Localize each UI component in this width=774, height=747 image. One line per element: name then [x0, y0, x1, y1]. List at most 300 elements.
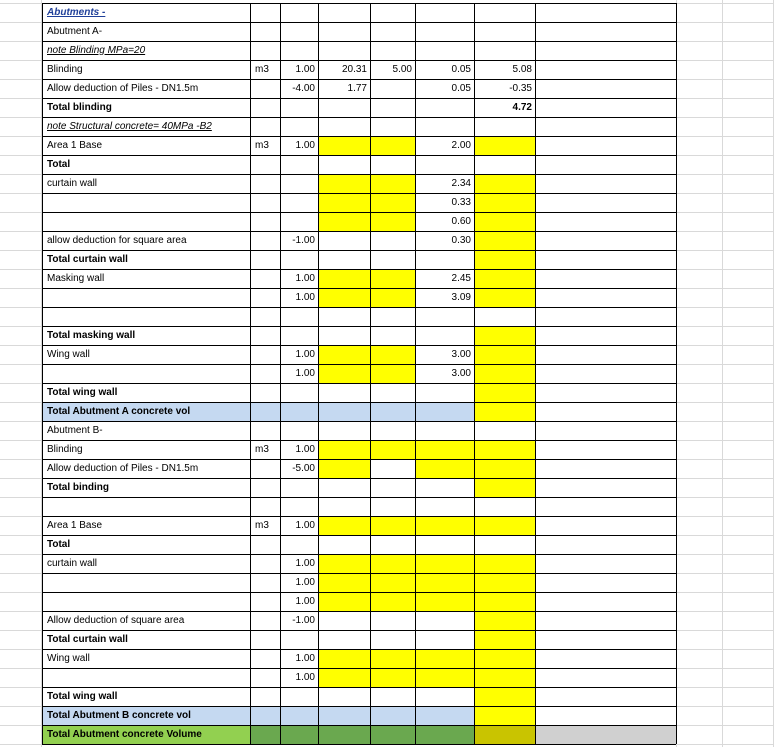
cell-f[interactable] — [415, 41, 474, 60]
cell-e[interactable] — [370, 41, 415, 60]
cell-c[interactable] — [280, 212, 318, 231]
row-label[interactable] — [42, 497, 250, 516]
row-label[interactable]: Total blinding — [47, 101, 112, 113]
cell-d[interactable] — [318, 364, 370, 383]
cell-d[interactable] — [318, 98, 370, 117]
unit-cell[interactable]: m3 — [255, 63, 269, 75]
cell-g[interactable] — [474, 250, 535, 269]
cell-h[interactable] — [535, 516, 676, 535]
cell-f[interactable] — [415, 98, 474, 117]
cell-f[interactable] — [415, 22, 474, 41]
row-label[interactable] — [42, 573, 250, 592]
value-cell[interactable]: 1.77 — [347, 82, 367, 94]
unit-cell[interactable] — [250, 630, 280, 649]
cell-d[interactable] — [318, 174, 370, 193]
row-label[interactable]: note Blinding MPa=20 — [47, 44, 146, 56]
unit-cell[interactable] — [250, 231, 280, 250]
cell-c[interactable] — [280, 41, 318, 60]
cell-f[interactable] — [415, 3, 474, 22]
cell-e[interactable] — [370, 250, 415, 269]
value-cell[interactable]: 0.60 — [451, 215, 471, 227]
value-cell[interactable]: 1.00 — [295, 443, 315, 455]
unit-cell[interactable] — [250, 402, 280, 421]
cell-d[interactable] — [318, 516, 370, 535]
row-label[interactable]: Allow deduction of Piles - DN1.5m — [47, 82, 199, 94]
cell-h[interactable] — [535, 573, 676, 592]
cell-c[interactable] — [280, 193, 318, 212]
cell-f[interactable] — [415, 573, 474, 592]
unit-cell[interactable]: m3 — [255, 519, 269, 531]
cell-f[interactable] — [415, 326, 474, 345]
cell-g[interactable] — [474, 307, 535, 326]
unit-cell[interactable] — [250, 535, 280, 554]
cell-f[interactable] — [415, 687, 474, 706]
cell-d[interactable] — [318, 554, 370, 573]
row-label[interactable]: Total — [47, 538, 71, 550]
cell-d[interactable] — [318, 706, 370, 725]
cell-d[interactable] — [318, 288, 370, 307]
cell-h[interactable] — [535, 79, 676, 98]
cell-g[interactable] — [474, 421, 535, 440]
cell-f[interactable] — [415, 706, 474, 725]
cell-f[interactable] — [415, 497, 474, 516]
cell-h[interactable] — [535, 364, 676, 383]
cell-g[interactable] — [474, 345, 535, 364]
cell-d[interactable] — [318, 383, 370, 402]
cell-d[interactable] — [318, 3, 370, 22]
row-label[interactable]: Abutments - — [47, 6, 106, 18]
row-label[interactable]: Total curtain wall — [47, 633, 128, 645]
cell-h[interactable] — [535, 440, 676, 459]
cell-d[interactable] — [318, 193, 370, 212]
cell-e[interactable] — [370, 516, 415, 535]
unit-cell[interactable] — [250, 478, 280, 497]
cell-g[interactable] — [474, 288, 535, 307]
row-label[interactable]: allow deduction for square area — [47, 234, 187, 246]
unit-cell[interactable] — [250, 250, 280, 269]
cell-g[interactable] — [474, 326, 535, 345]
cell-f[interactable] — [415, 117, 474, 136]
row-label[interactable]: Masking wall — [47, 272, 105, 284]
cell-d[interactable] — [318, 250, 370, 269]
cell-d[interactable] — [318, 307, 370, 326]
cell-d[interactable] — [318, 440, 370, 459]
value-cell[interactable]: 1.00 — [295, 367, 315, 379]
cell-e[interactable] — [370, 136, 415, 155]
unit-cell[interactable] — [250, 117, 280, 136]
unit-cell[interactable] — [250, 41, 280, 60]
value-cell[interactable]: 20.31 — [341, 63, 367, 75]
cell-c[interactable] — [280, 383, 318, 402]
row-label[interactable]: Total wing wall — [47, 386, 118, 398]
value-cell[interactable]: -0.35 — [509, 82, 532, 94]
cell-g[interactable] — [474, 3, 535, 22]
cell-f[interactable] — [415, 554, 474, 573]
row-label[interactable] — [42, 364, 250, 383]
cell-f[interactable] — [415, 250, 474, 269]
value-cell[interactable]: 5.00 — [392, 63, 412, 75]
row-label[interactable] — [42, 592, 250, 611]
unit-cell[interactable] — [250, 269, 280, 288]
cell-c[interactable] — [280, 250, 318, 269]
value-cell[interactable]: 3.00 — [451, 348, 471, 360]
row-label[interactable]: Abutment B- — [47, 424, 103, 436]
cell-h[interactable] — [535, 231, 676, 250]
value-cell[interactable]: 3.00 — [451, 367, 471, 379]
cell-c[interactable] — [280, 725, 318, 744]
cell-c[interactable] — [280, 478, 318, 497]
value-cell[interactable]: 5.08 — [512, 63, 532, 75]
cell-h[interactable] — [535, 345, 676, 364]
cell-h[interactable] — [535, 630, 676, 649]
cell-h[interactable] — [535, 117, 676, 136]
cell-h[interactable] — [535, 687, 676, 706]
unit-cell[interactable] — [250, 307, 280, 326]
value-cell[interactable]: 1.00 — [295, 652, 315, 664]
cell-d[interactable] — [318, 478, 370, 497]
cell-e[interactable] — [370, 383, 415, 402]
cell-e[interactable] — [370, 725, 415, 744]
cell-g[interactable] — [474, 478, 535, 497]
cell-f[interactable] — [415, 478, 474, 497]
cell-e[interactable] — [370, 478, 415, 497]
cell-c[interactable] — [280, 687, 318, 706]
cell-f[interactable] — [415, 516, 474, 535]
row-label[interactable]: curtain wall — [47, 557, 98, 569]
cell-f[interactable] — [415, 383, 474, 402]
cell-c[interactable] — [280, 98, 318, 117]
cell-h[interactable] — [535, 725, 676, 744]
row-label[interactable] — [42, 668, 250, 687]
value-cell[interactable]: 1.00 — [295, 595, 315, 607]
cell-e[interactable] — [370, 22, 415, 41]
cell-c[interactable] — [280, 155, 318, 174]
row-label[interactable]: Total wing wall — [47, 690, 118, 702]
cell-e[interactable] — [370, 592, 415, 611]
cell-e[interactable] — [370, 497, 415, 516]
cell-g[interactable] — [474, 364, 535, 383]
unit-cell[interactable] — [250, 459, 280, 478]
unit-cell[interactable] — [250, 345, 280, 364]
value-cell[interactable]: 0.33 — [451, 196, 471, 208]
unit-cell[interactable]: m3 — [255, 139, 269, 151]
value-cell[interactable]: 1.00 — [295, 671, 315, 683]
cell-e[interactable] — [370, 611, 415, 630]
cell-e[interactable] — [370, 402, 415, 421]
value-cell[interactable]: 2.34 — [451, 177, 471, 189]
cell-f[interactable] — [415, 611, 474, 630]
cell-d[interactable] — [318, 421, 370, 440]
cell-g[interactable] — [474, 630, 535, 649]
cell-c[interactable] — [280, 497, 318, 516]
cell-h[interactable] — [535, 535, 676, 554]
value-cell[interactable]: 0.30 — [451, 234, 471, 246]
value-cell[interactable]: 1.00 — [295, 291, 315, 303]
unit-cell[interactable] — [250, 649, 280, 668]
cell-h[interactable] — [535, 611, 676, 630]
row-label[interactable]: Total Abutment concrete Volume — [42, 725, 250, 744]
cell-g[interactable] — [474, 535, 535, 554]
row-label[interactable]: Total binding — [47, 481, 110, 493]
value-cell[interactable]: 4.72 — [512, 101, 532, 113]
cell-e[interactable] — [370, 212, 415, 231]
cell-h[interactable] — [535, 326, 676, 345]
unit-cell[interactable] — [250, 79, 280, 98]
cell-g[interactable] — [474, 136, 535, 155]
cell-g[interactable] — [474, 516, 535, 535]
cell-d[interactable] — [318, 155, 370, 174]
cell-h[interactable] — [535, 22, 676, 41]
cell-h[interactable] — [535, 554, 676, 573]
cell-g[interactable] — [474, 22, 535, 41]
cell-d[interactable] — [318, 345, 370, 364]
value-cell[interactable]: -5.00 — [292, 462, 315, 474]
cell-d[interactable] — [318, 592, 370, 611]
cell-f[interactable] — [415, 459, 474, 478]
row-label[interactable]: Total masking wall — [47, 329, 136, 341]
cell-h[interactable] — [535, 212, 676, 231]
cell-c[interactable] — [280, 630, 318, 649]
cell-d[interactable] — [318, 269, 370, 288]
row-label[interactable] — [42, 288, 250, 307]
value-cell[interactable]: -4.00 — [292, 82, 315, 94]
row-label[interactable]: Total Abutment B concrete vol — [42, 706, 250, 725]
cell-e[interactable] — [370, 668, 415, 687]
cell-f[interactable] — [415, 155, 474, 174]
cell-e[interactable] — [370, 630, 415, 649]
cell-g[interactable] — [474, 573, 535, 592]
cell-g[interactable] — [474, 41, 535, 60]
cell-g[interactable] — [474, 193, 535, 212]
unit-cell[interactable] — [250, 611, 280, 630]
unit-cell[interactable]: m3 — [255, 443, 269, 455]
unit-cell[interactable] — [250, 592, 280, 611]
cell-d[interactable] — [318, 497, 370, 516]
cell-g[interactable] — [474, 611, 535, 630]
cell-e[interactable] — [370, 535, 415, 554]
cell-f[interactable] — [415, 421, 474, 440]
row-label[interactable]: curtain wall — [47, 177, 98, 189]
value-cell[interactable]: 1.00 — [295, 272, 315, 284]
cell-g[interactable] — [474, 402, 535, 421]
row-label[interactable]: Allow deduction of square area — [47, 614, 185, 626]
unit-cell[interactable] — [250, 155, 280, 174]
cell-h[interactable] — [535, 155, 676, 174]
cell-g[interactable] — [474, 497, 535, 516]
value-cell[interactable]: 1.00 — [295, 63, 315, 75]
cell-c[interactable] — [280, 535, 318, 554]
cell-f[interactable] — [415, 592, 474, 611]
cell-h[interactable] — [535, 307, 676, 326]
cell-e[interactable] — [370, 345, 415, 364]
cell-e[interactable] — [370, 573, 415, 592]
value-cell[interactable]: -1.00 — [292, 234, 315, 246]
row-label[interactable] — [42, 193, 250, 212]
cell-e[interactable] — [370, 117, 415, 136]
cell-h[interactable] — [535, 402, 676, 421]
cell-e[interactable] — [370, 706, 415, 725]
cell-h[interactable] — [535, 98, 676, 117]
cell-d[interactable] — [318, 402, 370, 421]
cell-g[interactable] — [474, 706, 535, 725]
value-cell[interactable]: 1.00 — [295, 348, 315, 360]
unit-cell[interactable] — [250, 497, 280, 516]
cell-e[interactable] — [370, 98, 415, 117]
value-cell[interactable]: 1.00 — [295, 576, 315, 588]
value-cell[interactable]: 2.45 — [451, 272, 471, 284]
cell-h[interactable] — [535, 592, 676, 611]
cell-f[interactable] — [415, 535, 474, 554]
unit-cell[interactable] — [250, 421, 280, 440]
cell-f[interactable] — [415, 402, 474, 421]
cell-g[interactable] — [474, 649, 535, 668]
cell-d[interactable] — [318, 326, 370, 345]
value-cell[interactable]: -1.00 — [292, 614, 315, 626]
cell-h[interactable] — [535, 459, 676, 478]
cell-d[interactable] — [318, 117, 370, 136]
row-label[interactable]: Area 1 Base — [47, 519, 103, 531]
cell-d[interactable] — [318, 231, 370, 250]
unit-cell[interactable] — [250, 383, 280, 402]
cell-g[interactable] — [474, 269, 535, 288]
cell-d[interactable] — [318, 459, 370, 478]
cell-e[interactable] — [370, 459, 415, 478]
value-cell[interactable]: 1.00 — [295, 557, 315, 569]
cell-d[interactable] — [318, 725, 370, 744]
cell-g[interactable] — [474, 440, 535, 459]
cell-h[interactable] — [535, 668, 676, 687]
row-label[interactable]: Wing wall — [47, 348, 90, 360]
cell-e[interactable] — [370, 3, 415, 22]
cell-c[interactable] — [280, 117, 318, 136]
unit-cell[interactable] — [250, 554, 280, 573]
cell-d[interactable] — [318, 668, 370, 687]
cell-g[interactable] — [474, 592, 535, 611]
cell-h[interactable] — [535, 250, 676, 269]
cell-e[interactable] — [370, 649, 415, 668]
row-label[interactable]: Allow deduction of Piles - DN1.5m — [47, 462, 199, 474]
cell-c[interactable] — [280, 174, 318, 193]
cell-g[interactable] — [474, 155, 535, 174]
cell-d[interactable] — [318, 136, 370, 155]
row-label[interactable] — [42, 212, 250, 231]
cell-e[interactable] — [370, 307, 415, 326]
cell-h[interactable] — [535, 421, 676, 440]
value-cell[interactable]: 1.00 — [295, 519, 315, 531]
unit-cell[interactable] — [250, 288, 280, 307]
unit-cell[interactable] — [250, 98, 280, 117]
cell-e[interactable] — [370, 231, 415, 250]
cell-g[interactable] — [474, 212, 535, 231]
cell-g[interactable] — [474, 668, 535, 687]
cell-g[interactable] — [474, 554, 535, 573]
cell-d[interactable] — [318, 649, 370, 668]
unit-cell[interactable] — [250, 668, 280, 687]
unit-cell[interactable] — [250, 364, 280, 383]
cell-h[interactable] — [535, 60, 676, 79]
cell-h[interactable] — [535, 193, 676, 212]
cell-e[interactable] — [370, 364, 415, 383]
cell-h[interactable] — [535, 649, 676, 668]
unit-cell[interactable] — [250, 3, 280, 22]
value-cell[interactable]: 2.00 — [451, 139, 471, 151]
cell-f[interactable] — [415, 630, 474, 649]
cell-e[interactable] — [370, 193, 415, 212]
row-label[interactable]: Total Abutment A concrete vol — [42, 402, 250, 421]
value-cell[interactable]: 3.09 — [451, 291, 471, 303]
unit-cell[interactable] — [250, 326, 280, 345]
value-cell[interactable]: 0.05 — [451, 82, 471, 94]
cell-e[interactable] — [370, 288, 415, 307]
row-label[interactable]: Total — [47, 158, 71, 170]
row-label[interactable]: Wing wall — [47, 652, 90, 664]
cell-h[interactable] — [535, 497, 676, 516]
cell-f[interactable] — [415, 440, 474, 459]
cell-h[interactable] — [535, 269, 676, 288]
cell-f[interactable] — [415, 668, 474, 687]
cell-h[interactable] — [535, 383, 676, 402]
cell-g[interactable] — [474, 174, 535, 193]
cell-e[interactable] — [370, 421, 415, 440]
cell-h[interactable] — [535, 706, 676, 725]
cell-c[interactable] — [280, 421, 318, 440]
cell-e[interactable] — [370, 155, 415, 174]
cell-g[interactable] — [474, 117, 535, 136]
row-label[interactable]: Area 1 Base — [47, 139, 103, 151]
value-cell[interactable]: 1.00 — [295, 139, 315, 151]
cell-g[interactable] — [474, 725, 535, 744]
row-label[interactable]: Abutment A- — [47, 25, 103, 37]
unit-cell[interactable] — [250, 174, 280, 193]
cell-d[interactable] — [318, 630, 370, 649]
cell-d[interactable] — [318, 687, 370, 706]
cell-h[interactable] — [535, 288, 676, 307]
unit-cell[interactable] — [250, 706, 280, 725]
cell-d[interactable] — [318, 611, 370, 630]
cell-c[interactable] — [280, 307, 318, 326]
cell-h[interactable] — [535, 478, 676, 497]
cell-d[interactable] — [318, 22, 370, 41]
row-label[interactable] — [42, 307, 250, 326]
cell-e[interactable] — [370, 79, 415, 98]
cell-c[interactable] — [280, 326, 318, 345]
row-label[interactable]: note Structural concrete= 40MPa -B2 — [47, 120, 212, 132]
cell-f[interactable] — [415, 307, 474, 326]
cell-c[interactable] — [280, 3, 318, 22]
cell-e[interactable] — [370, 174, 415, 193]
row-label[interactable]: Blinding — [47, 443, 83, 455]
cell-g[interactable] — [474, 459, 535, 478]
cell-g[interactable] — [474, 687, 535, 706]
unit-cell[interactable] — [250, 22, 280, 41]
cell-e[interactable] — [370, 554, 415, 573]
cell-e[interactable] — [370, 326, 415, 345]
cell-d[interactable] — [318, 535, 370, 554]
cell-c[interactable] — [280, 402, 318, 421]
cell-d[interactable] — [318, 573, 370, 592]
cell-f[interactable] — [415, 649, 474, 668]
cell-c[interactable] — [280, 22, 318, 41]
value-cell[interactable]: 0.05 — [451, 63, 471, 75]
unit-cell[interactable] — [250, 193, 280, 212]
unit-cell[interactable] — [250, 212, 280, 231]
cell-e[interactable] — [370, 687, 415, 706]
unit-cell[interactable] — [250, 687, 280, 706]
cell-h[interactable] — [535, 174, 676, 193]
cell-f[interactable] — [415, 725, 474, 744]
unit-cell[interactable] — [250, 725, 280, 744]
cell-e[interactable] — [370, 269, 415, 288]
